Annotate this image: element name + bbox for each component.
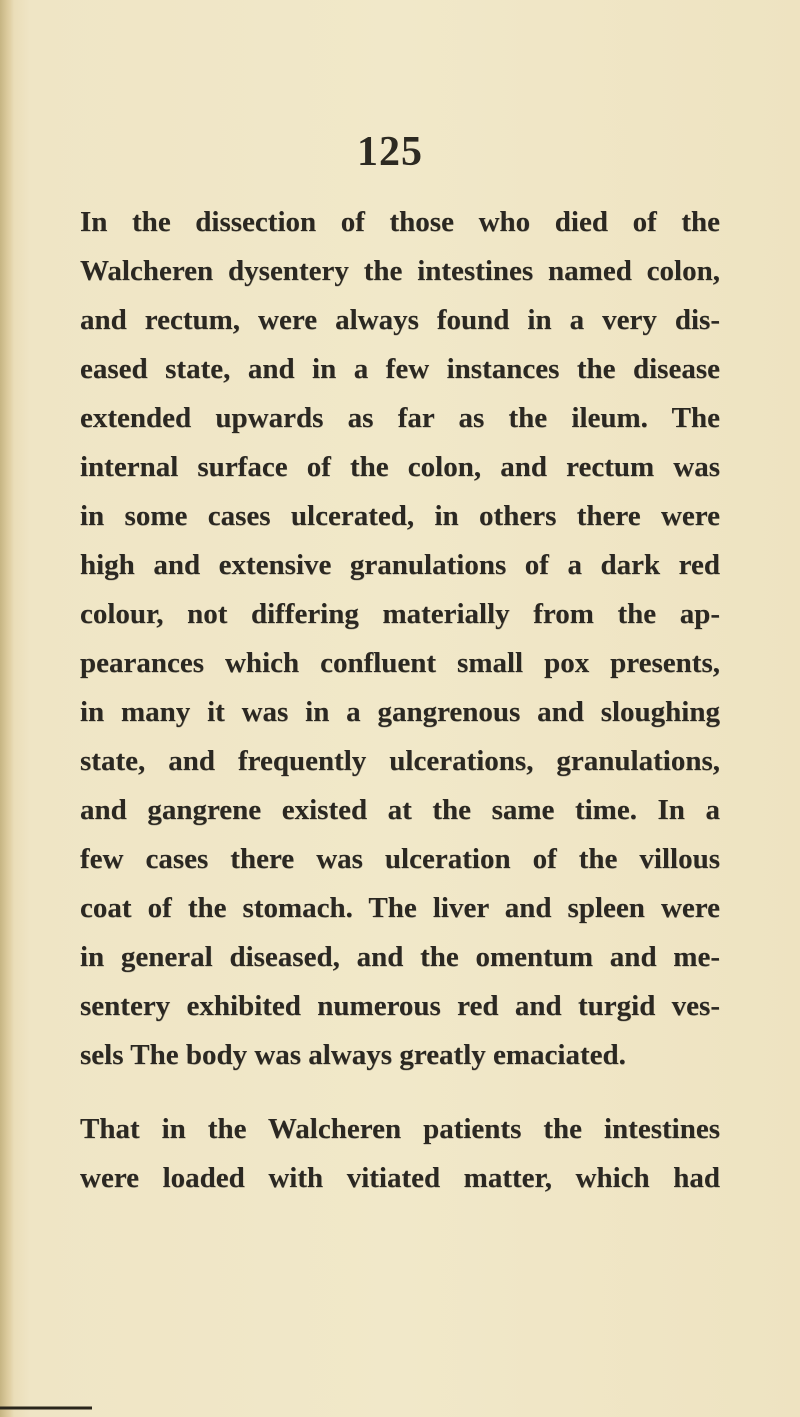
text-line: In the dissection of those who died of the xyxy=(80,206,720,238)
text-line: in general diseased, and the omentum and me- xyxy=(80,941,720,973)
paragraph-gap xyxy=(80,1080,720,1105)
text-line: were loaded with vitiated matter, which had xyxy=(80,1162,720,1194)
text-line: in many it was in a gangrenous and sloughing xyxy=(80,696,720,728)
binding-gutter-shadow xyxy=(0,0,14,1417)
text-line: sentery exhibited numerous red and turgid ves- xyxy=(80,990,720,1022)
paragraph-1 xyxy=(80,198,720,1080)
text-line: few cases there was ulceration of the villous xyxy=(80,843,720,875)
text-line: eased state, and in a few instances the disease xyxy=(80,353,720,385)
text-line: in some cases ulcerated, in others there were xyxy=(80,500,720,532)
text-line: That in the Walcheren patients the intestines xyxy=(80,1113,720,1145)
text-line: Walcheren dysentery the intestines named colon, xyxy=(80,255,720,287)
text-line: internal surface of the colon, and rectum was xyxy=(80,451,720,483)
text-line: sels The body was always greatly emaciated. xyxy=(80,1039,626,1071)
body-text xyxy=(80,198,720,1203)
text-line: and gangrene existed at the same time. In a xyxy=(80,794,720,826)
text-line: coat of the stomach. The liver and spleen were xyxy=(80,892,720,924)
text-line: state, and frequently ulcerations, granulations, xyxy=(80,745,720,777)
page-number: 125 xyxy=(357,129,423,175)
paragraph-2 xyxy=(80,1105,720,1203)
text-line: extended upwards as far as the ileum. The xyxy=(80,402,720,434)
printed-rule-mark xyxy=(0,1395,92,1417)
text-line: pearances which confluent small pox presents, xyxy=(80,647,720,679)
text-line: high and extensive granulations of a dark red xyxy=(80,549,720,581)
text-line: colour, not differing materially from the ap- xyxy=(80,598,720,630)
text-line: and rectum, were always found in a very dis- xyxy=(80,304,720,336)
